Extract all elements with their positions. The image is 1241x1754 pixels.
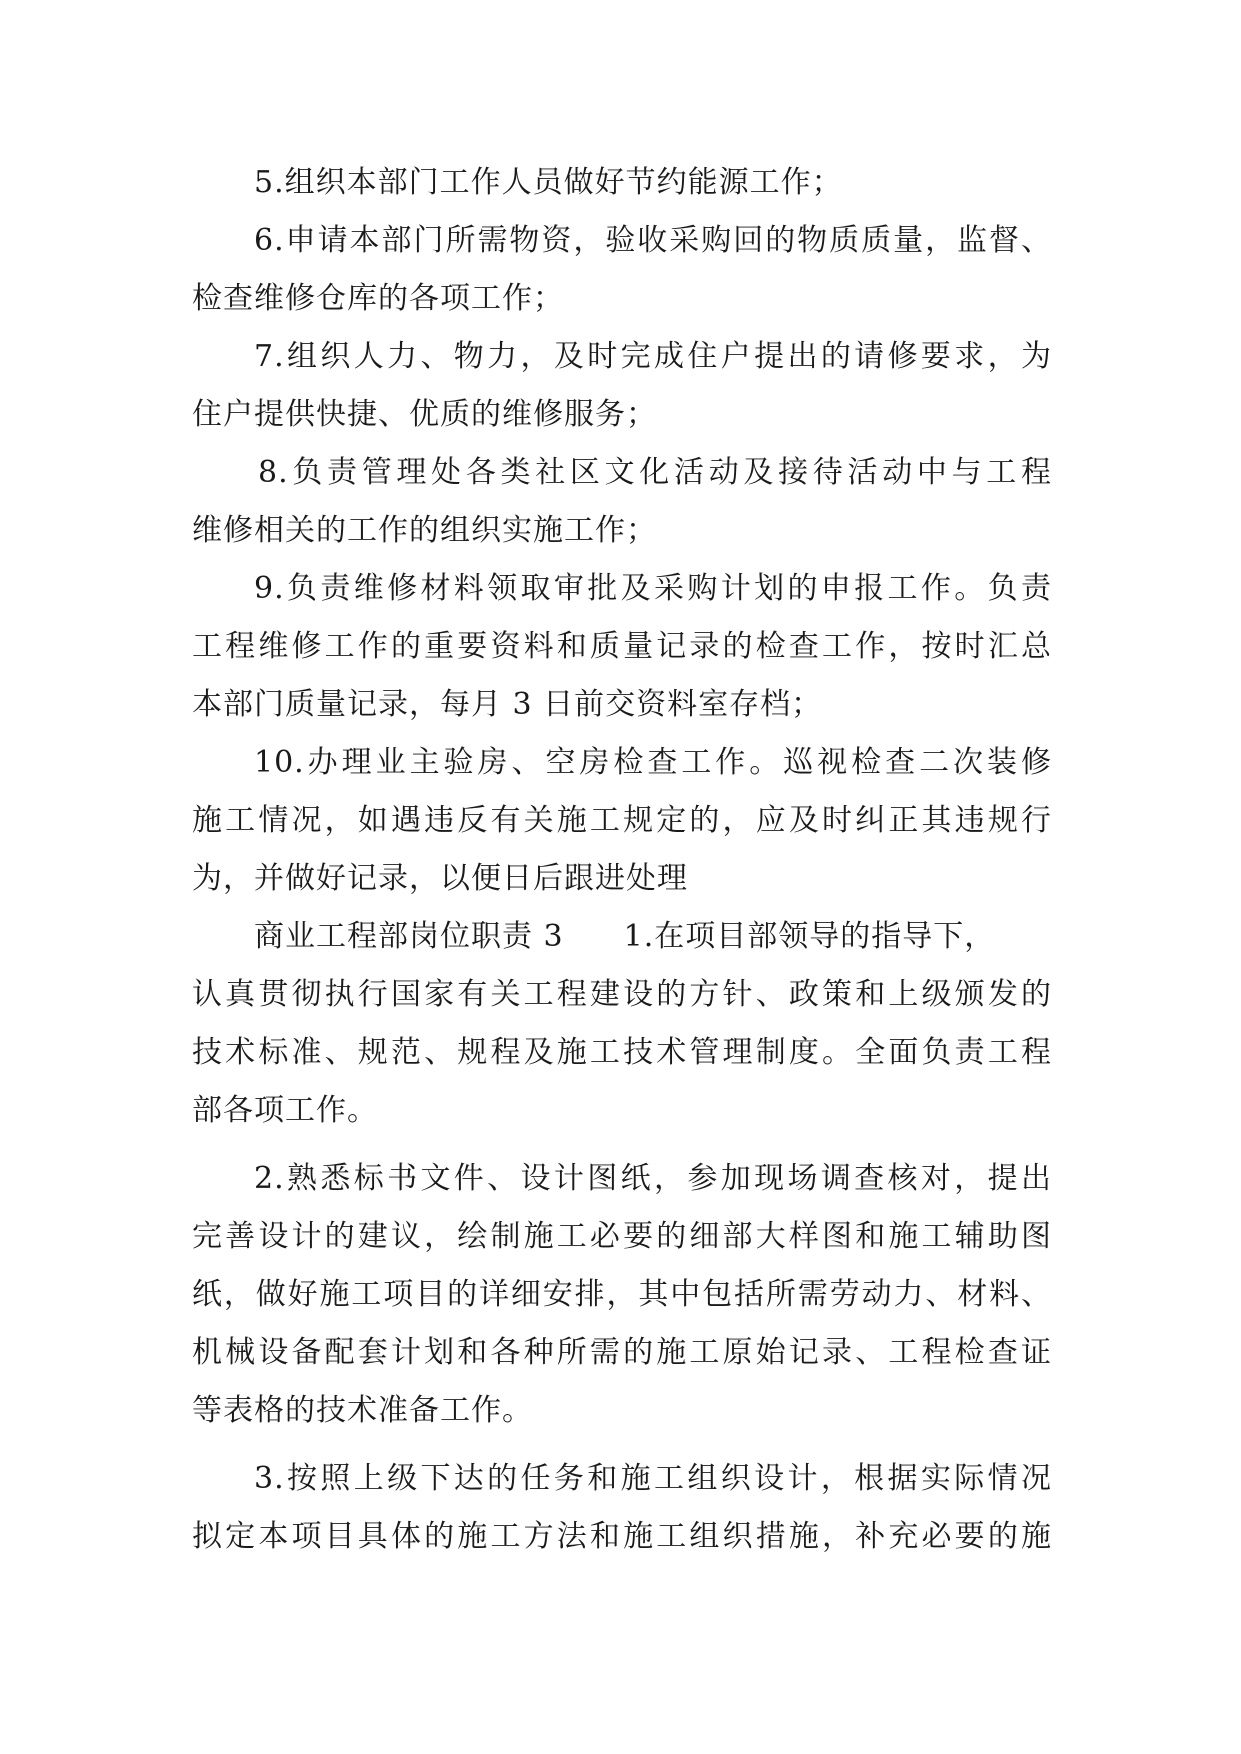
paragraph-line: 机械设备配套计划和各种所需的施工原始记录、工程检查证 [192, 1335, 1052, 1370]
paragraph-line: 完善设计的建议，绘制施工必要的细部大样图和施工辅助图 [192, 1219, 1052, 1254]
paragraph-line: 维修相关的工作的组织实施工作； [192, 513, 657, 548]
paragraph-line: 工程维修工作的重要资料和质量记录的检查工作，按时汇总 [192, 629, 1052, 664]
paragraph-line: 等表格的技术准备工作。 [192, 1393, 533, 1428]
paragraph-line: 住户提供快捷、优质的维修服务； [192, 397, 657, 432]
paragraph-line: 部各项工作。 [192, 1093, 378, 1128]
paragraph-line: 2.熟悉标书文件、设计图纸，参加现场调查核对，提出 [254, 1161, 1052, 1196]
paragraph-line: 技术标准、规范、规程及施工技术管理制度。全面负责工程 [192, 1035, 1052, 1070]
paragraph-line: 5.组织本部门工作人员做好节约能源工作； [254, 165, 843, 200]
paragraph-line: 7.组织人力、物力，及时完成住户提出的请修要求，为 [254, 339, 1052, 374]
paragraph-line: 8.负责管理处各类社区文化活动及接待活动中与工程 [258, 455, 1052, 490]
section-heading: 商业工程部岗位职责 3 [254, 919, 564, 954]
paragraph-line: 9.负责维修材料领取审批及采购计划的申报工作。负责 [254, 571, 1052, 606]
paragraph-line: 纸，做好施工项目的详细安排，其中包括所需劳动力、材料、 [192, 1277, 1052, 1312]
paragraph-line: 认真贯彻执行国家有关工程建设的方针、政策和上级颁发的 [192, 977, 1052, 1012]
paragraph-line: 施工情况，如遇违反有关施工规定的，应及时纠正其违规行 [192, 803, 1052, 838]
paragraph-line: 拟定本项目具体的施工方法和施工组织措施，补充必要的施 [192, 1519, 1052, 1554]
paragraph-line: 本部门质量记录，每月 3 日前交资料室存档； [192, 687, 823, 722]
paragraph-line: 6.申请本部门所需物资，验收采购回的物质质量，监督、 [254, 223, 1052, 258]
paragraph-line: 为，并做好记录，以便日后跟进处理 [192, 861, 688, 896]
paragraph-line: 3.按照上级下达的任务和施工组织设计，根据实际情况 [254, 1461, 1052, 1496]
section-heading-line [254, 908, 1052, 966]
section-first-item: 1.在项目部领导的指导下， [623, 919, 996, 954]
paragraph-line: 10.办理业主验房、空房检查工作。巡视检查二次装修 [254, 745, 1052, 780]
paragraph-line: 检查维修仓库的各项工作； [192, 281, 564, 316]
